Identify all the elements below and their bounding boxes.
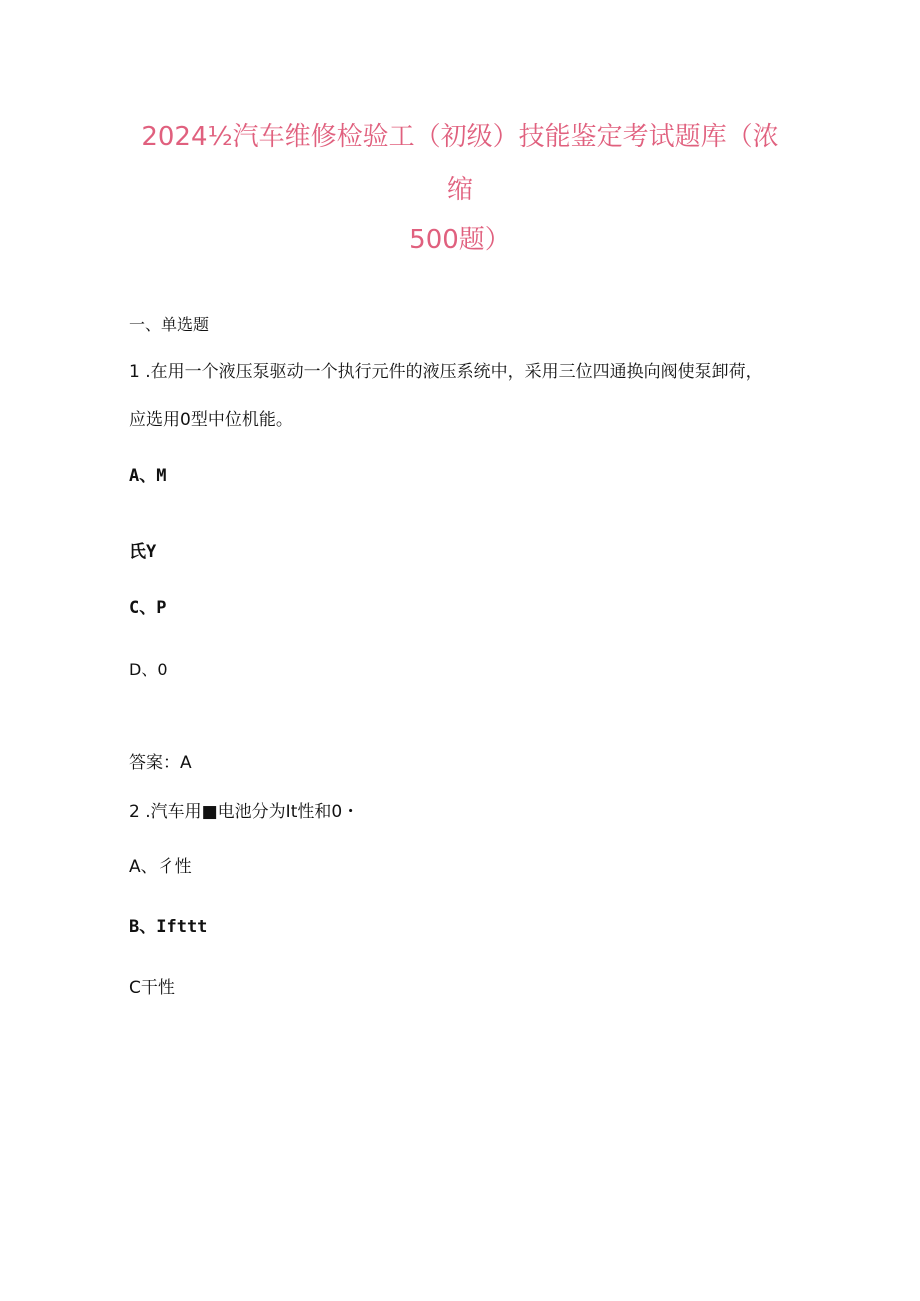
document-title-line-2: 缩: [446, 175, 473, 205]
question-2-option-c: C干性: [129, 978, 175, 998]
section-heading: 一、单选题: [129, 315, 210, 334]
question-1-stem-line-2: 应选用0型中位机能。: [129, 410, 293, 430]
question-1-option-a: A、M: [129, 466, 167, 486]
question-1-stem-line-1: 1 .在用一个液压泵驱动一个执行元件的液压系统中，采用三位四通换向阀使泵卸荷，: [129, 362, 763, 382]
question-2-option-b: B、Ifttt: [129, 917, 208, 937]
question-1-option-b: 氏Y: [129, 542, 157, 562]
question-1-option-d: D、0: [129, 660, 168, 679]
document-title-line-3: 500题）: [409, 225, 511, 255]
document-title-line-1: 2024½汽车维修检验工（初级）技能鉴定考试题库（浓: [141, 122, 779, 152]
question-1-option-c: C、P: [129, 598, 167, 618]
question-2-stem-line-1: 2 .汽车用■电池分为It性和0・: [129, 802, 360, 822]
question-1-answer: 答案：A: [129, 753, 192, 773]
question-2-option-a: A、彳性: [129, 857, 192, 877]
